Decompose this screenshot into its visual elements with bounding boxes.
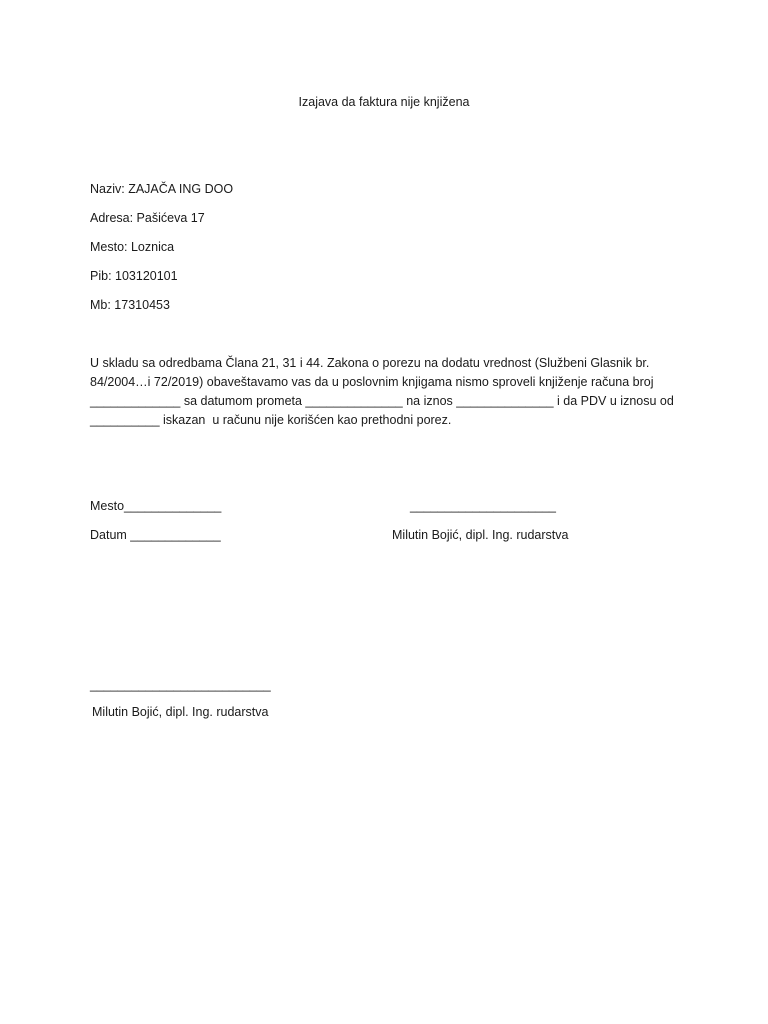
document-title: Izajava da faktura nije knjižena	[298, 95, 470, 109]
mesto-blank: Mesto______________	[90, 499, 222, 513]
datum-blank: Datum _____________	[90, 528, 221, 542]
body-line-4: __________ iskazan u računu nije korišćen kao prethodni porez.	[90, 413, 452, 427]
bottom-signer-name: Milutin Bojić, dipl. Ing. rudarstva	[92, 705, 269, 719]
body-line-3: _____________ sa datumom prometa ______________ na iznos ______________ i da PDV u iznosu od	[90, 394, 674, 408]
field-mb: Mb: 17310453	[90, 298, 170, 312]
field-naziv: Naziv: ZAJAČA ING DOO	[90, 182, 234, 196]
body-line-2: 84/2004…i 72/2019) obaveštavamo vas da u poslovnim knjigama nismo sproveli knjiženje računa broj	[90, 375, 654, 389]
right-signature-line: _____________________	[410, 499, 556, 513]
body-line-1: U skladu sa odredbama Člana 21, 31 i 44. Zakona o porezu na dodatu vrednost (Službeni Glasnik br.	[90, 356, 650, 370]
field-mesto: Mesto: Loznica	[90, 240, 175, 254]
field-adresa: Adresa: Pašićeva 17	[90, 211, 205, 225]
right-signer-name: Milutin Bojić, dipl. Ing. rudarstva	[392, 528, 569, 542]
bottom-signature-line: __________________________	[90, 678, 271, 692]
field-pib: Pib: 103120101	[90, 269, 178, 283]
